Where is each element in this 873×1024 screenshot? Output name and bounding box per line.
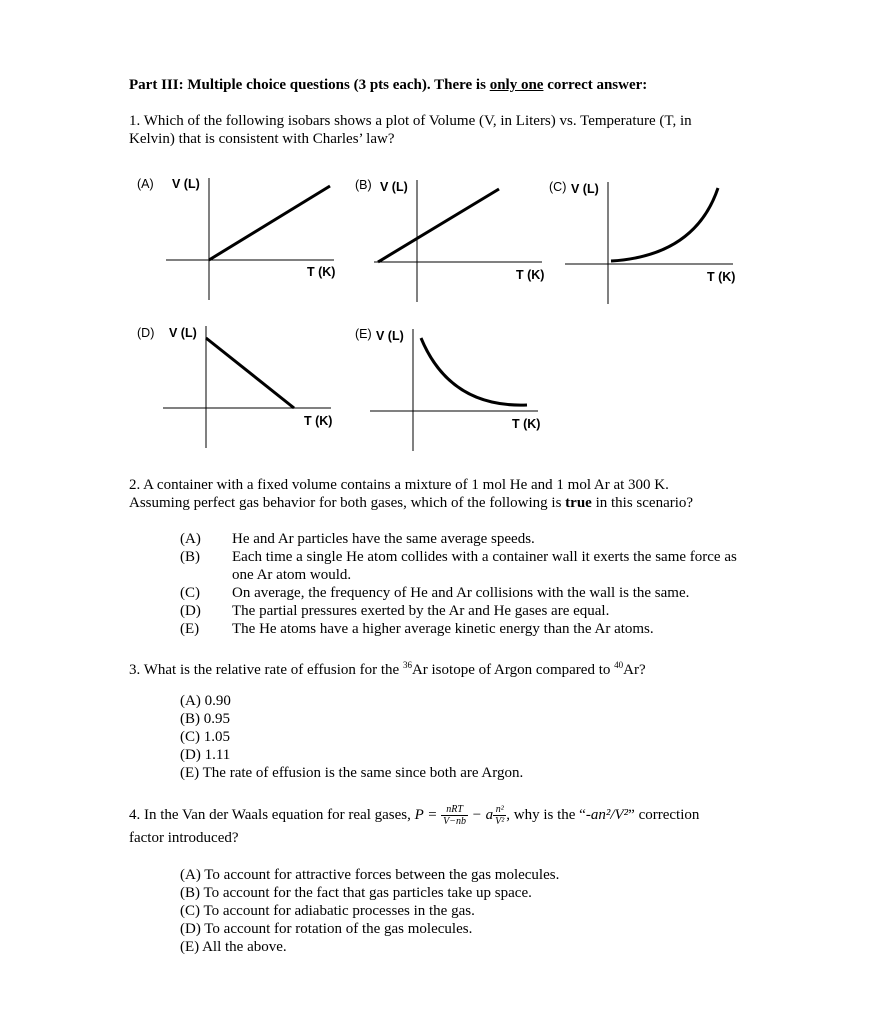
graph-e-letter: (E) (355, 327, 372, 341)
q2-option-a-letter: (A) (180, 531, 201, 547)
graph-a-ylabel: V (L) (172, 177, 200, 191)
q2-option-a (180, 530, 750, 548)
q2-option-c-text: On average, the frequency of He and Ar collisions with the wall is the same. (232, 585, 690, 601)
q3-option-c: (C) 1.05 (180, 729, 230, 745)
q2-option-e (180, 620, 750, 638)
q2-option-b (180, 548, 750, 584)
heading-suffix: correct answer: (543, 77, 648, 93)
heading-underlined: only one (489, 77, 544, 93)
q3-option-b: (B) 0.95 (180, 711, 230, 727)
q3-option-d: (D) 1.11 (180, 747, 231, 763)
graph-c-ylabel: V (L) (571, 182, 599, 196)
q2-option-c-letter: (C) (180, 585, 200, 601)
q2-option-c (180, 584, 750, 602)
question-4-line1: 4. In the Van der Waals equation for real gases, P = $\frac{\text{nRT}}{V-nb}$ − a $\frac{\text{n²}}{\text{V²}}$ , why is the “-an²/V²” correction (129, 804, 700, 828)
graph-d-letter: (D) (137, 326, 155, 340)
graph-b-letter: (B) (355, 178, 372, 192)
graph-b-ylabel: V (L) (380, 180, 408, 194)
graph-e-ylabel: V (L) (376, 329, 404, 343)
q2-option-d (180, 602, 750, 620)
q2-option-d-text: The partial pressures exerted by the Ar and He gases are equal. (232, 603, 610, 619)
q3-option-a: (A) 0.90 (180, 693, 231, 709)
q1-line1: 1. Which of the following isobars shows a plot of Volume (V, in Liters) vs. Temperature (T, in (129, 113, 692, 129)
q2-option-b-text: Each time a single He atom collides with a container wall it exerts the same force as one Ar atom would. (232, 549, 737, 583)
graph-b-xlabel: T (K) (516, 268, 545, 282)
graph-a-letter: (A) (137, 177, 154, 191)
graph-c-letter: (C) (549, 180, 567, 194)
question-2 (129, 476, 749, 512)
q4-option-c: (C) To account for adiabatic processes in the gas. (180, 903, 475, 919)
q4-option-d: (D) To account for rotation of the gas molecules. (180, 921, 473, 937)
q2-line2: Assuming perfect gas behavior for both gases, which of the following is true in this scenario? (129, 495, 694, 511)
q2-option-a-text: He and Ar particles have the same average speeds. (232, 531, 535, 547)
vdw-fraction-1: $\frac{\text{nRT}}{V-nb}$ (443, 804, 467, 828)
heading-prefix: Part III: Multiple choice questions (3 pts each). There is (129, 77, 490, 93)
q2-option-e-letter: (E) (180, 621, 200, 637)
q2-option-d-letter: (D) (180, 603, 201, 619)
vdw-fraction-2: $\frac{\text{n²}}{\text{V²}}$ (495, 804, 505, 828)
graph-d-xlabel: T (K) (304, 414, 333, 428)
q2-line1: 2. A container with a fixed volume contains a mixture of 1 mol He and 1 mol Ar at 300 K. (129, 477, 669, 493)
q3-option-e: (E) The rate of effusion is the same since both are Argon. (180, 765, 524, 781)
graph-a-xlabel: T (K) (307, 265, 336, 279)
q1-line2: Kelvin) that is consistent with Charles’ law? (129, 131, 395, 147)
graph-d-ylabel: V (L) (169, 326, 197, 340)
q2-option-b-letter: (B) (180, 549, 200, 565)
q4-option-b: (B) To account for the fact that gas particles take up space. (180, 885, 532, 901)
vdw-equation-p: P = (414, 807, 442, 823)
q2-option-e-text: The He atoms have a higher average kinetic energy than the Ar atoms. (232, 621, 654, 637)
graph-e-xlabel: T (K) (512, 417, 541, 431)
question-3: 3. What is the relative rate of effusion for the $^{36}$Ar isotope of Argon compared to $^{40}$Ar? (129, 660, 646, 678)
q4-line2: factor introduced? (129, 830, 239, 846)
graph-e-curve (421, 338, 527, 405)
graph-c-xlabel: T (K) (707, 270, 736, 284)
q4-option-e: (E) All the above. (180, 939, 287, 955)
q4-option-a: (A) To account for attractive forces between the gas molecules. (180, 867, 560, 883)
